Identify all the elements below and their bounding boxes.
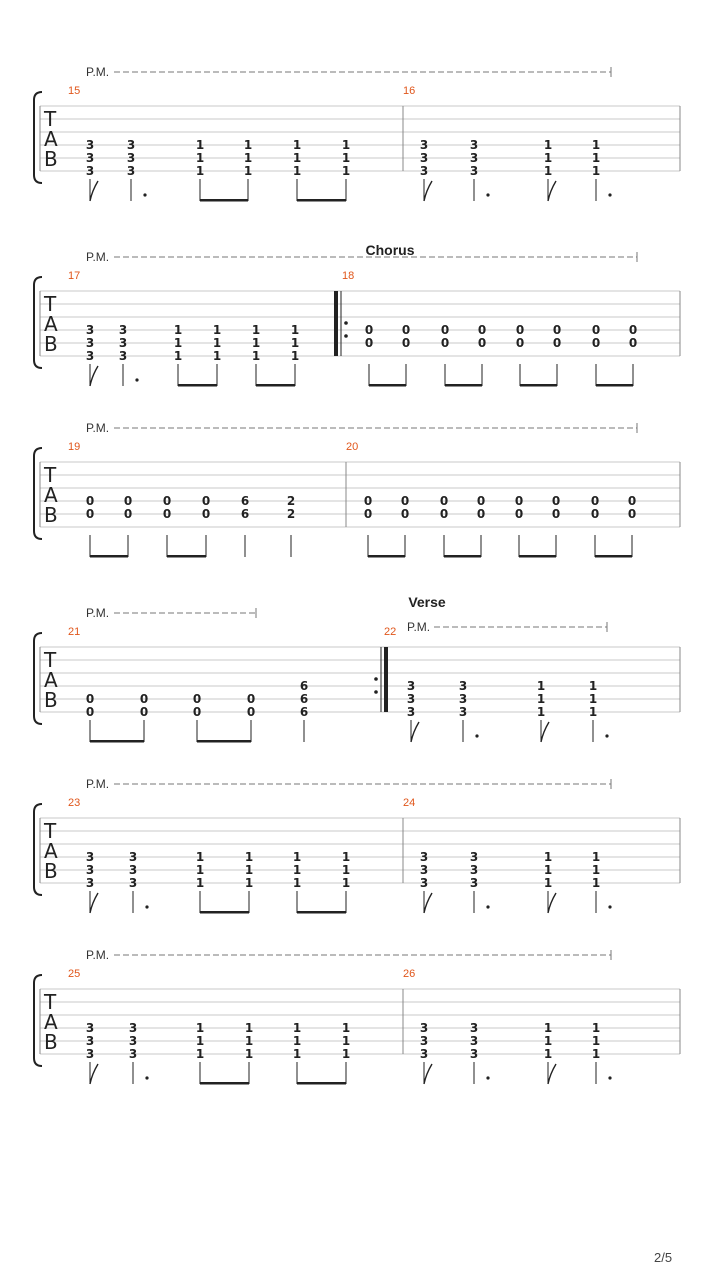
fret-number: 1 — [292, 863, 302, 877]
fret-number: 3 — [85, 138, 95, 152]
bar-number: 15 — [68, 85, 81, 97]
fret-number: 0 — [162, 507, 172, 521]
fret-number: 0 — [440, 336, 450, 350]
rhythm-dot — [135, 378, 138, 381]
fret-number: 1 — [591, 876, 601, 890]
fret-number: 1 — [591, 164, 601, 178]
fret-number: 0 — [85, 507, 95, 521]
fret-number: 1 — [341, 876, 351, 890]
bar-number: 16 — [403, 85, 416, 97]
fret-number: 1 — [543, 151, 553, 165]
fret-number: 1 — [292, 1021, 302, 1035]
fret-number: 1 — [195, 850, 205, 864]
fret-number: 3 — [118, 323, 128, 337]
fret-number: 1 — [341, 863, 351, 877]
tab-clef-letter: A — [44, 127, 58, 151]
fret-number: 3 — [419, 151, 429, 165]
fret-number: 0 — [85, 692, 95, 706]
fret-number: 0 — [552, 323, 562, 337]
bar-number: 21 — [68, 626, 81, 638]
fret-number: 0 — [515, 323, 525, 337]
rhythm-dot — [486, 193, 489, 196]
fret-number: 6 — [299, 679, 309, 693]
tab-clef-letter: B — [44, 688, 58, 712]
fret-number: 3 — [406, 679, 416, 693]
fret-number: 3 — [458, 679, 468, 693]
fret-number: 3 — [85, 323, 95, 337]
fret-number: 1 — [588, 692, 598, 706]
note-flag — [424, 1064, 432, 1084]
fret-number: 0 — [477, 336, 487, 350]
section-label: Chorus — [365, 242, 415, 258]
note-flag — [90, 1064, 98, 1084]
fret-number: 3 — [419, 1047, 429, 1061]
fret-number: 1 — [244, 850, 254, 864]
fret-number: 0 — [192, 692, 202, 706]
fret-number: 1 — [195, 1034, 205, 1048]
fret-number: 0 — [591, 323, 601, 337]
note-beam — [256, 384, 295, 387]
tab-clef-letter: T — [44, 292, 57, 316]
fret-number: 0 — [162, 494, 172, 508]
fret-number: 1 — [251, 323, 261, 337]
fret-number: 1 — [591, 1021, 601, 1035]
fret-number: 2 — [286, 494, 296, 508]
fret-number: 3 — [85, 876, 95, 890]
fret-number: 0 — [514, 507, 524, 521]
fret-number: 1 — [591, 138, 601, 152]
bar-number: 19 — [68, 441, 81, 453]
barline-thick — [384, 647, 388, 712]
bar-number: 23 — [68, 797, 81, 809]
fret-number: 6 — [299, 705, 309, 719]
note-beam — [90, 555, 128, 558]
note-beam — [200, 911, 249, 914]
note-flag — [90, 181, 98, 201]
fret-number: 3 — [128, 850, 138, 864]
fret-number: 6 — [240, 507, 250, 521]
tab-clef-letter: T — [44, 990, 57, 1014]
fret-number: 3 — [469, 164, 479, 178]
fret-number: 0 — [628, 323, 638, 337]
fret-number: 3 — [419, 876, 429, 890]
tab-clef-letter: A — [44, 1010, 58, 1034]
fret-number: 1 — [173, 349, 183, 363]
palm-mute-label: P.M. — [407, 620, 431, 634]
fret-number: 0 — [627, 494, 637, 508]
fret-number: 0 — [139, 692, 149, 706]
fret-number: 3 — [419, 1034, 429, 1048]
fret-number: 1 — [212, 336, 222, 350]
fret-number: 3 — [406, 705, 416, 719]
fret-number: 0 — [514, 494, 524, 508]
fret-number: 3 — [469, 876, 479, 890]
fret-number: 0 — [401, 323, 411, 337]
bar-number: 26 — [403, 968, 416, 980]
fret-number: 1 — [292, 138, 302, 152]
tab-clef-letter: A — [44, 839, 58, 863]
tab-system — [34, 242, 680, 387]
fret-number: 1 — [543, 1021, 553, 1035]
fret-number: 0 — [246, 692, 256, 706]
fret-number: 3 — [126, 151, 136, 165]
rhythm-dot — [475, 734, 478, 737]
note-beam — [197, 740, 251, 743]
fret-number: 1 — [292, 850, 302, 864]
fret-number: 1 — [341, 1021, 351, 1035]
fret-number: 0 — [439, 494, 449, 508]
fret-number: 1 — [543, 138, 553, 152]
fret-number: 3 — [85, 850, 95, 864]
tab-system — [34, 65, 680, 202]
note-beam — [369, 384, 406, 387]
note-beam — [596, 384, 633, 387]
fret-number: 3 — [469, 850, 479, 864]
section-label: Verse — [408, 594, 446, 610]
fret-number: 0 — [440, 323, 450, 337]
fret-number: 3 — [85, 1047, 95, 1061]
fret-number: 3 — [469, 151, 479, 165]
fret-number: 3 — [85, 349, 95, 363]
note-flag — [548, 893, 556, 913]
fret-number: 1 — [341, 1034, 351, 1048]
fret-number: 1 — [341, 151, 351, 165]
fret-number: 1 — [292, 151, 302, 165]
palm-mute-label: P.M. — [86, 65, 110, 79]
fret-number: 3 — [118, 336, 128, 350]
note-beam — [200, 199, 248, 202]
fret-number: 1 — [195, 151, 205, 165]
fret-number: 1 — [290, 336, 300, 350]
fret-number: 1 — [292, 164, 302, 178]
fret-number: 0 — [400, 507, 410, 521]
note-beam — [90, 740, 144, 743]
fret-number: 1 — [543, 164, 553, 178]
fret-number: 0 — [364, 323, 374, 337]
bar-number: 18 — [342, 270, 355, 282]
fret-number: 0 — [363, 494, 373, 508]
fret-number: 1 — [543, 863, 553, 877]
fret-number: 0 — [201, 494, 211, 508]
fret-number: 1 — [536, 705, 546, 719]
repeat-dot — [344, 321, 348, 325]
note-beam — [167, 555, 206, 558]
note-beam — [445, 384, 482, 387]
fret-number: 0 — [123, 507, 133, 521]
fret-number: 1 — [543, 876, 553, 890]
fret-number: 1 — [292, 1047, 302, 1061]
fret-number: 1 — [536, 692, 546, 706]
fret-number: 3 — [128, 1034, 138, 1048]
fret-number: 3 — [128, 863, 138, 877]
fret-number: 0 — [476, 494, 486, 508]
tab-system — [34, 948, 680, 1085]
fret-number: 1 — [341, 850, 351, 864]
fret-number: 1 — [543, 850, 553, 864]
tab-clef-letter: T — [44, 463, 57, 487]
fret-number: 3 — [419, 138, 429, 152]
tab-clef-letter: B — [44, 859, 58, 883]
fret-number: 1 — [244, 1021, 254, 1035]
tab-clef-letter: B — [44, 1030, 58, 1054]
fret-number: 0 — [85, 705, 95, 719]
fret-number: 1 — [341, 164, 351, 178]
fret-number: 3 — [85, 1021, 95, 1035]
fret-number: 1 — [292, 876, 302, 890]
fret-number: 1 — [292, 1034, 302, 1048]
fret-number: 1 — [591, 1047, 601, 1061]
fret-number: 1 — [212, 323, 222, 337]
page-number: 2/5 — [654, 1250, 673, 1265]
note-beam — [200, 1082, 249, 1085]
note-flag — [90, 893, 98, 913]
fret-number: 3 — [469, 1047, 479, 1061]
fret-number: 3 — [85, 1034, 95, 1048]
fret-number: 1 — [243, 151, 253, 165]
repeat-dot — [344, 334, 348, 338]
fret-number: 3 — [85, 863, 95, 877]
fret-number: 0 — [551, 507, 561, 521]
fret-number: 1 — [591, 1034, 601, 1048]
fret-number: 1 — [591, 151, 601, 165]
tab-system — [34, 421, 680, 558]
note-flag — [411, 722, 419, 742]
fret-number: 0 — [590, 494, 600, 508]
rhythm-dot — [486, 1076, 489, 1079]
fret-number: 0 — [439, 507, 449, 521]
rhythm-dot — [486, 905, 489, 908]
fret-number: 1 — [591, 863, 601, 877]
fret-number: 1 — [244, 1034, 254, 1048]
palm-mute-label: P.M. — [86, 421, 110, 435]
repeat-dot — [374, 690, 378, 694]
fret-number: 0 — [401, 336, 411, 350]
fret-number: 1 — [591, 850, 601, 864]
palm-mute-label: P.M. — [86, 777, 110, 791]
fret-number: 1 — [195, 876, 205, 890]
rhythm-dot — [605, 734, 608, 737]
note-flag — [424, 181, 432, 201]
tab-clef-letter: B — [44, 332, 58, 356]
fret-number: 1 — [244, 1047, 254, 1061]
palm-mute-label: P.M. — [86, 250, 110, 264]
fret-number: 3 — [128, 1047, 138, 1061]
fret-number: 1 — [588, 705, 598, 719]
fret-number: 1 — [195, 138, 205, 152]
fret-number: 1 — [195, 1047, 205, 1061]
tab-clef-letter: A — [44, 483, 58, 507]
fret-number: 0 — [628, 336, 638, 350]
rhythm-dot — [608, 1076, 611, 1079]
barline-thick — [334, 291, 338, 356]
fret-number: 0 — [477, 323, 487, 337]
tab-clef-letter: T — [44, 107, 57, 131]
palm-mute-label: P.M. — [86, 948, 110, 962]
fret-number: 1 — [588, 679, 598, 693]
fret-number: 1 — [543, 1047, 553, 1061]
fret-number: 3 — [128, 876, 138, 890]
tab-clef-letter: B — [44, 503, 58, 527]
fret-number: 1 — [341, 1047, 351, 1061]
fret-number: 3 — [126, 164, 136, 178]
rhythm-dot — [608, 905, 611, 908]
note-flag — [90, 366, 98, 386]
fret-number: 1 — [243, 138, 253, 152]
fret-number: 0 — [363, 507, 373, 521]
fret-number: 1 — [290, 349, 300, 363]
tab-clef-letter: A — [44, 668, 58, 692]
fret-number: 1 — [212, 349, 222, 363]
note-beam — [595, 555, 632, 558]
note-beam — [444, 555, 481, 558]
fret-number: 0 — [552, 336, 562, 350]
fret-number: 0 — [364, 336, 374, 350]
fret-number: 6 — [240, 494, 250, 508]
fret-number: 0 — [476, 507, 486, 521]
note-flag — [424, 893, 432, 913]
note-beam — [297, 1082, 346, 1085]
palm-mute-label: P.M. — [86, 606, 110, 620]
note-flag — [541, 722, 549, 742]
fret-number: 0 — [192, 705, 202, 719]
fret-number: 0 — [123, 494, 133, 508]
fret-number: 1 — [195, 164, 205, 178]
fret-number: 3 — [85, 336, 95, 350]
fret-number: 0 — [246, 705, 256, 719]
fret-number: 0 — [590, 507, 600, 521]
fret-number: 0 — [591, 336, 601, 350]
fret-number: 1 — [341, 138, 351, 152]
fret-number: 3 — [469, 1021, 479, 1035]
repeat-dot — [374, 677, 378, 681]
note-beam — [520, 384, 557, 387]
fret-number: 0 — [551, 494, 561, 508]
fret-number: 1 — [244, 863, 254, 877]
fret-number: 0 — [85, 494, 95, 508]
tab-system — [34, 594, 680, 743]
fret-number: 3 — [469, 1034, 479, 1048]
note-beam — [297, 911, 346, 914]
bar-number: 24 — [403, 797, 416, 809]
fret-number: 3 — [469, 138, 479, 152]
rhythm-dot — [143, 193, 146, 196]
rhythm-dot — [608, 193, 611, 196]
fret-number: 3 — [126, 138, 136, 152]
fret-number: 3 — [419, 1021, 429, 1035]
tab-clef-letter: T — [44, 648, 57, 672]
rhythm-dot — [145, 1076, 148, 1079]
fret-number: 6 — [299, 692, 309, 706]
tab-clef-letter: B — [44, 147, 58, 171]
fret-number: 3 — [469, 863, 479, 877]
note-beam — [297, 199, 346, 202]
fret-number: 0 — [400, 494, 410, 508]
fret-number: 3 — [419, 164, 429, 178]
fret-number: 3 — [118, 349, 128, 363]
fret-number: 2 — [286, 507, 296, 521]
fret-number: 0 — [139, 705, 149, 719]
fret-number: 0 — [201, 507, 211, 521]
fret-number: 1 — [195, 1021, 205, 1035]
fret-number: 1 — [543, 1034, 553, 1048]
fret-number: 3 — [458, 705, 468, 719]
fret-number: 3 — [85, 151, 95, 165]
fret-number: 1 — [173, 336, 183, 350]
fret-number: 0 — [627, 507, 637, 521]
fret-number: 1 — [243, 164, 253, 178]
fret-number: 1 — [244, 876, 254, 890]
fret-number: 0 — [515, 336, 525, 350]
fret-number: 3 — [85, 164, 95, 178]
note-flag — [548, 1064, 556, 1084]
bar-number: 20 — [346, 441, 359, 453]
fret-number: 1 — [290, 323, 300, 337]
fret-number: 1 — [251, 336, 261, 350]
tab-clef-letter: T — [44, 819, 57, 843]
fret-number: 3 — [419, 863, 429, 877]
bar-number: 25 — [68, 968, 81, 980]
note-beam — [519, 555, 556, 558]
note-flag — [548, 181, 556, 201]
fret-number: 1 — [173, 323, 183, 337]
fret-number: 3 — [128, 1021, 138, 1035]
note-beam — [368, 555, 405, 558]
fret-number: 1 — [536, 679, 546, 693]
fret-number: 1 — [251, 349, 261, 363]
tab-system — [34, 777, 680, 914]
fret-number: 3 — [458, 692, 468, 706]
bar-number: 22 — [384, 626, 397, 638]
rhythm-dot — [145, 905, 148, 908]
fret-number: 1 — [195, 863, 205, 877]
bar-number: 17 — [68, 270, 81, 282]
note-beam — [178, 384, 217, 387]
fret-number: 3 — [406, 692, 416, 706]
fret-number: 3 — [419, 850, 429, 864]
tab-clef-letter: A — [44, 312, 58, 336]
